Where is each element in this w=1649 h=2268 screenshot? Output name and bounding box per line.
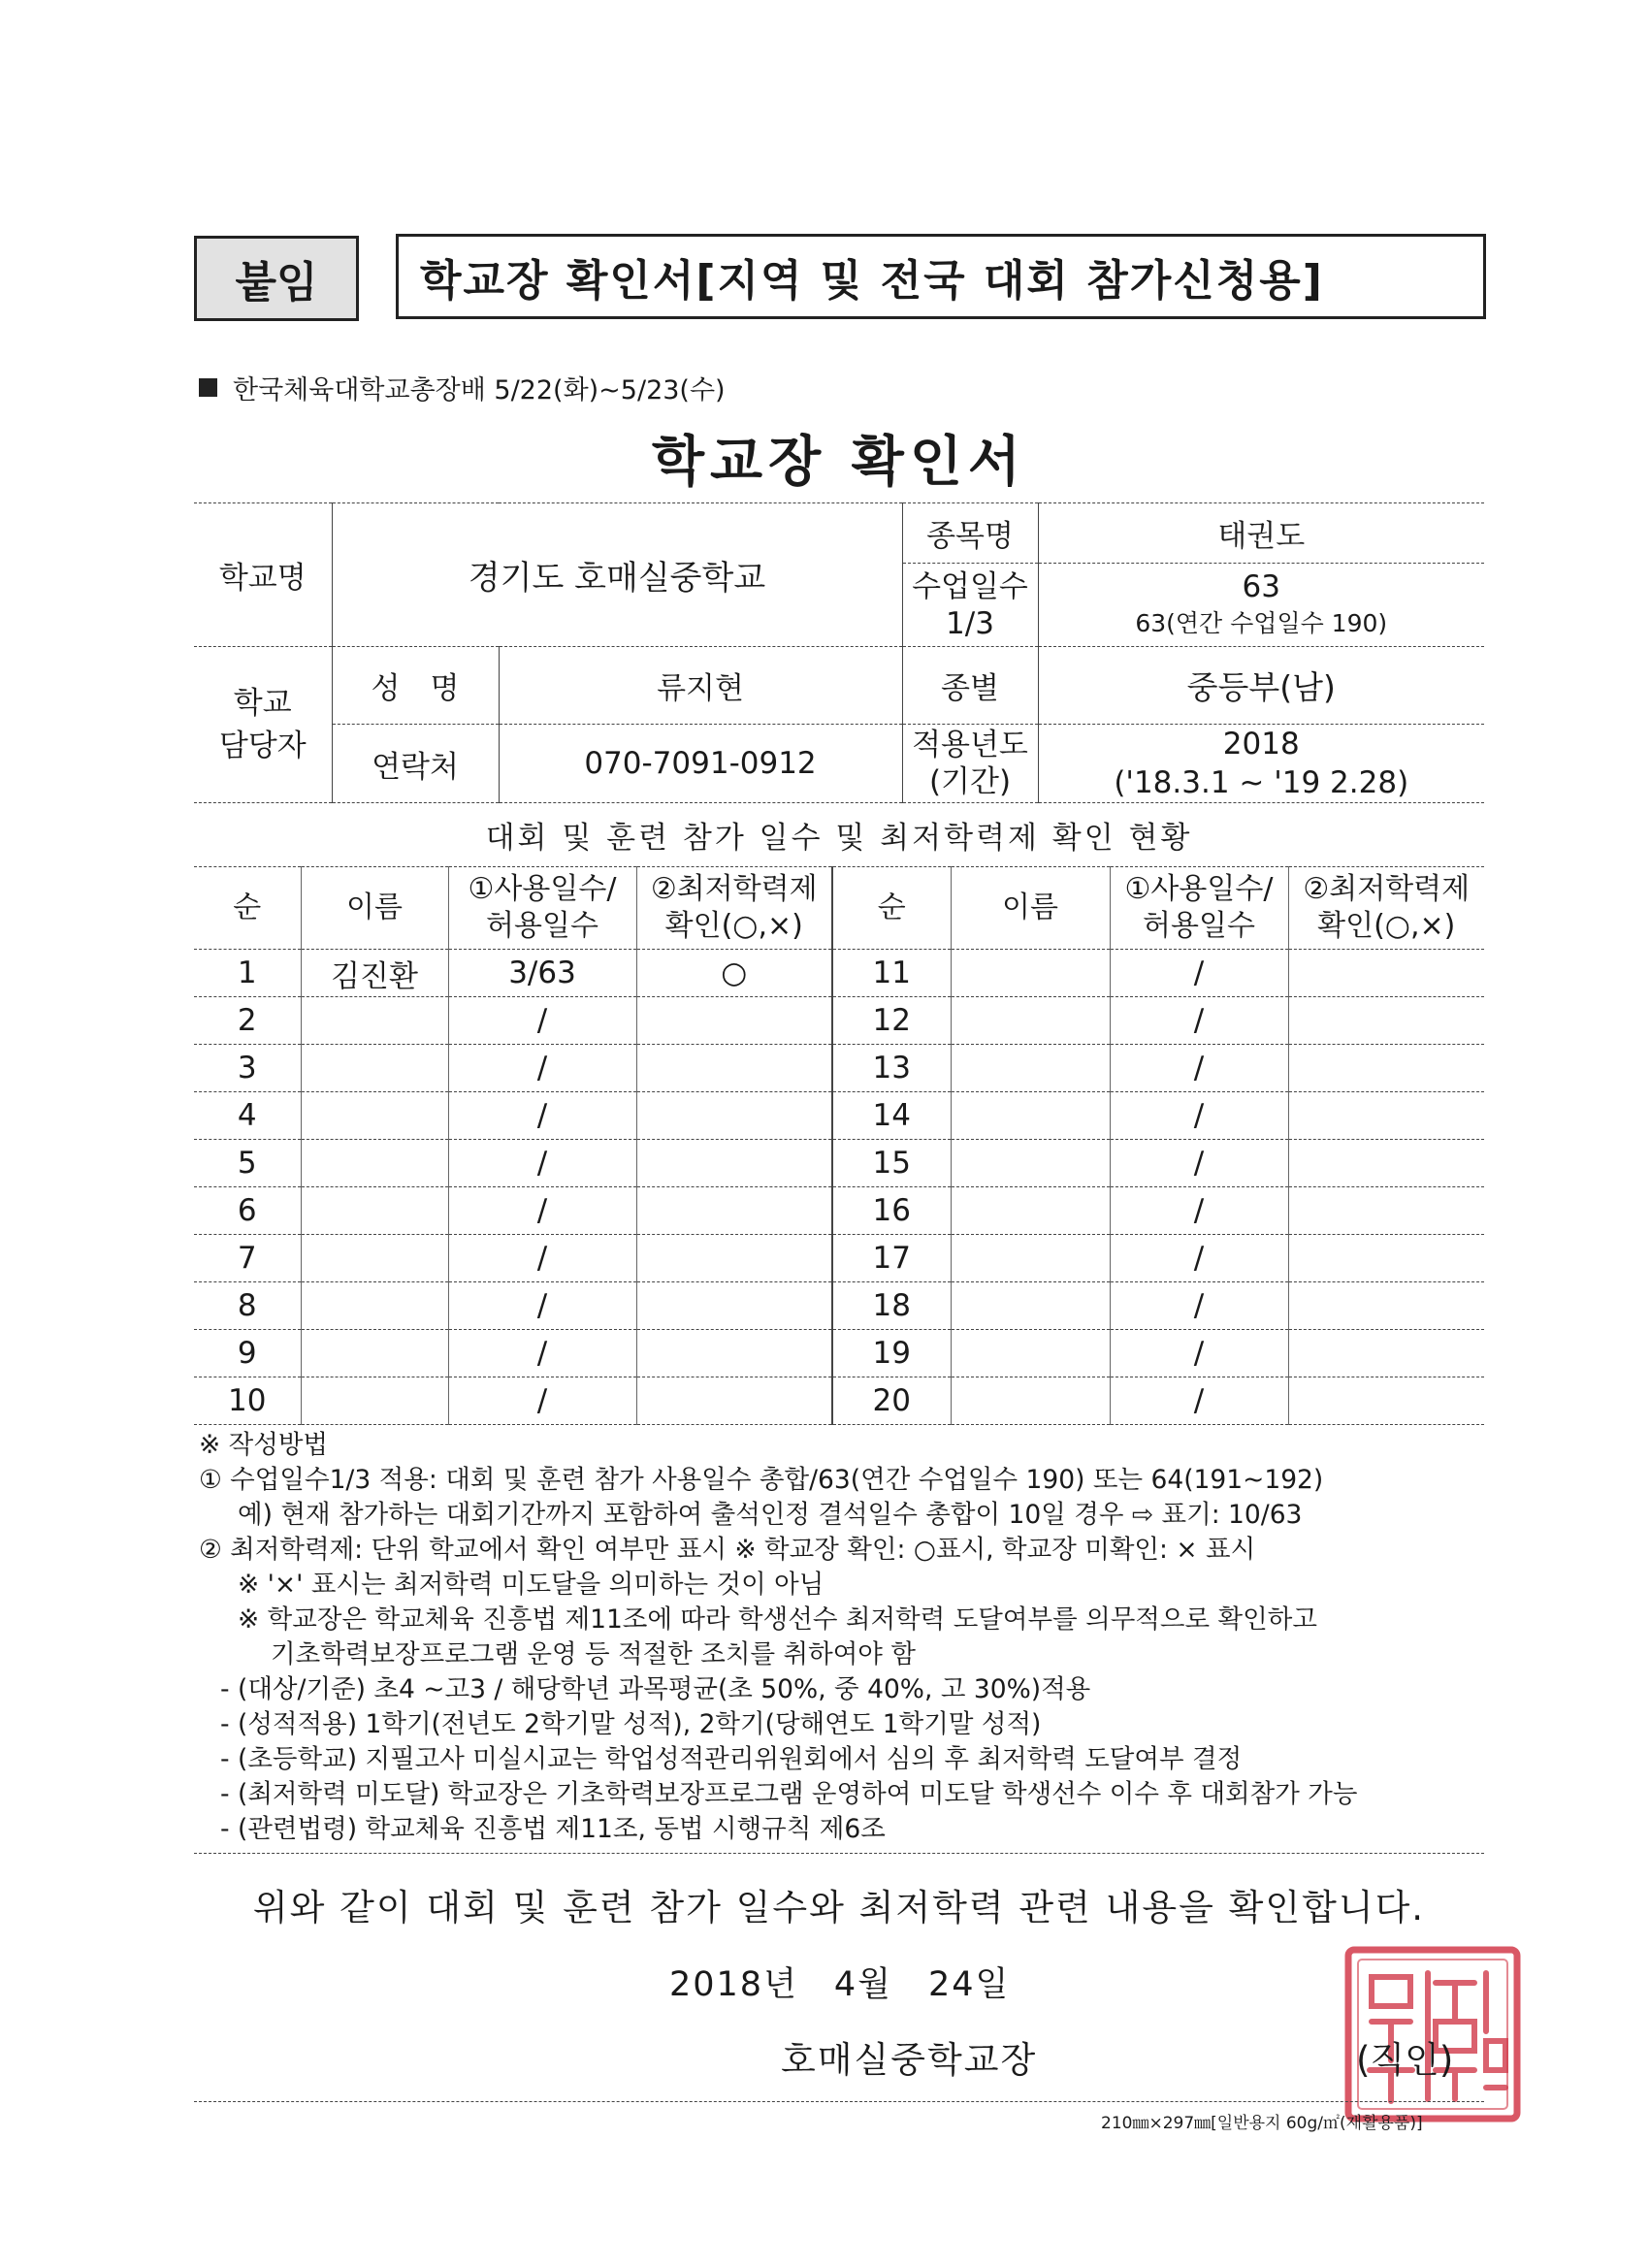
- notes: [199, 1428, 1489, 1847]
- row-days: /: [448, 1140, 636, 1187]
- note-1b: 예) 현재 참가하는 대회기간까지 포함하여 출석인정 결석일수 총합이 10일 경우 ⇨ 표기: 10/63: [238, 1500, 1303, 1530]
- row-days: /: [448, 1092, 636, 1140]
- row-name: 김진환: [301, 950, 448, 997]
- detail-5: - (관련법령) 학교체육 진흥법 제11조, 동법 시행규칙 제6조: [220, 1814, 886, 1844]
- row-no: 9: [194, 1330, 301, 1377]
- row-name: [301, 1092, 448, 1140]
- row-no: 20: [832, 1377, 951, 1425]
- row-name: [951, 1377, 1110, 1425]
- row-no: 18: [832, 1282, 951, 1330]
- footer-divider: [194, 2101, 1484, 2102]
- row-no: 16: [832, 1187, 951, 1235]
- row-no: 19: [832, 1330, 951, 1377]
- table-row: [194, 997, 1484, 1045]
- detail-2: - (성적적용) 1학기(전년도 2학기말 성적), 2학기(당해연도 1학기말 성적): [220, 1709, 1042, 1739]
- header-check: ②최저학력제 확인(○,×): [636, 867, 832, 950]
- row-check: [636, 1045, 832, 1092]
- row-check: [1288, 1092, 1484, 1140]
- contact-value: 070-7091-0912: [499, 725, 902, 803]
- row-name: [951, 1235, 1110, 1282]
- row-check: [1288, 1045, 1484, 1092]
- school-label: 학교명: [194, 503, 332, 647]
- header-name: 이름: [301, 867, 448, 950]
- row-days: /: [448, 1045, 636, 1092]
- year-value: 2018 ('18.3.1 ~ '19 2.28): [1038, 725, 1484, 803]
- row-check: [1288, 997, 1484, 1045]
- row-check: [636, 997, 832, 1045]
- row-name: [951, 950, 1110, 997]
- header-no: 순: [832, 867, 951, 950]
- category-label: 종별: [902, 647, 1038, 725]
- row-name: [301, 1140, 448, 1187]
- row-no: 8: [194, 1282, 301, 1330]
- row-name: [301, 1330, 448, 1377]
- name-value: 류지현: [499, 647, 902, 725]
- row-name: [301, 1377, 448, 1425]
- confirm-statement: 위와 같이 대회 및 훈련 참가 일수와 최저학력 관련 내용을 확인합니다.: [252, 1887, 1426, 1928]
- row-name: [951, 997, 1110, 1045]
- document-title: 학교장 확인서: [651, 431, 1027, 494]
- contact-label: 연락처: [332, 725, 499, 803]
- row-check: [636, 1377, 832, 1425]
- row-days: /: [1110, 950, 1288, 997]
- table-row: [194, 1330, 1484, 1377]
- row-check: ○: [636, 950, 832, 997]
- row-days: /: [1110, 1187, 1288, 1235]
- row-no: 5: [194, 1140, 301, 1187]
- row-check: [1288, 1377, 1484, 1425]
- note-2: ② 최저학력제: 단위 학교에서 확인 여부만 표시 ※ 학교장 확인: ○표시, 학교장 미확인: × 표시: [199, 1535, 1256, 1565]
- classdays-value: 63 63(연간 수업일수 190): [1038, 564, 1484, 647]
- row-check: [1288, 1282, 1484, 1330]
- header-no: 순: [194, 867, 301, 950]
- row-days: /: [448, 1282, 636, 1330]
- row-no: 15: [832, 1140, 951, 1187]
- row-no: 4: [194, 1092, 301, 1140]
- row-name: [301, 1282, 448, 1330]
- notes-divider: [194, 1853, 1484, 1854]
- row-check: [636, 1235, 832, 1282]
- square-bullet-icon: [199, 378, 217, 397]
- school-value: 경기도 호매실중학교: [332, 503, 902, 647]
- row-days: /: [448, 1377, 636, 1425]
- row-no: 1: [194, 950, 301, 997]
- row-no: 3: [194, 1045, 301, 1092]
- detail-3: - (초등학교) 지필고사 미실시교는 학업성적관리위원회에서 심의 후 최저학력 도달여부 결정: [220, 1744, 1243, 1774]
- row-check: [636, 1282, 832, 1330]
- row-days: 3/63: [448, 950, 636, 997]
- row-check: [1288, 1187, 1484, 1235]
- row-name: [951, 1045, 1110, 1092]
- table-row: [194, 1092, 1484, 1140]
- info-table: [194, 502, 1484, 803]
- row-check: [636, 1092, 832, 1140]
- row-check: [1288, 1140, 1484, 1187]
- row-days: /: [448, 997, 636, 1045]
- row-days: /: [1110, 1282, 1288, 1330]
- row-days: /: [1110, 1092, 1288, 1140]
- row-name: [301, 1187, 448, 1235]
- row-no: 17: [832, 1235, 951, 1282]
- row-check: [636, 1140, 832, 1187]
- row-name: [951, 1330, 1110, 1377]
- row-check: [636, 1187, 832, 1235]
- table-row: [194, 1187, 1484, 1235]
- note-4: ※ 학교장은 학교체육 진흥법 제11조에 따라 학생선수 최저학력 도달여부를 의무적으로 확인하고: [238, 1604, 1317, 1635]
- table-row: [194, 1377, 1484, 1425]
- row-no: 12: [832, 997, 951, 1045]
- row-days: /: [1110, 997, 1288, 1045]
- note-3: ※ '×' 표시는 최저학력 미도달을 의미하는 것이 아님: [238, 1570, 824, 1600]
- row-check: [636, 1330, 832, 1377]
- row-days: /: [1110, 1140, 1288, 1187]
- row-name: [301, 1045, 448, 1092]
- row-check: [1288, 950, 1484, 997]
- row-no: 13: [832, 1045, 951, 1092]
- sport-value: 태권도: [1038, 503, 1484, 564]
- principal-name: 호매실중학교장: [781, 2039, 1038, 2081]
- row-no: 2: [194, 997, 301, 1045]
- seal-label: (직인): [1356, 2039, 1454, 2081]
- row-days: /: [448, 1235, 636, 1282]
- table-row: [194, 950, 1484, 997]
- row-name: [951, 1282, 1110, 1330]
- note-1: ① 수업일수1/3 적용: 대회 및 훈련 참가 사용일수 총합/63(연간 수업일수 190) 또는 64(191~192): [199, 1465, 1324, 1495]
- manager-label: 학교 담당자: [194, 647, 332, 803]
- row-no: 14: [832, 1092, 951, 1140]
- form-title: 학교장 확인서[지역 및 전국 대회 참가신청용]: [396, 234, 1486, 319]
- event-line: [199, 369, 726, 406]
- classdays-label: 수업일수 1/3: [902, 564, 1038, 647]
- row-name: [951, 1140, 1110, 1187]
- detail-1: - (대상/기준) 초4 ~고3 / 해당학년 과목평균(초 50%, 중 40%, 고 30%)적용: [220, 1674, 1091, 1704]
- note-4b: 기초학력보장프로그램 운영 등 적절한 조치를 취하여야 함: [271, 1639, 916, 1669]
- row-name: [951, 1092, 1110, 1140]
- attachment-tag: 붙임: [194, 236, 359, 321]
- section-title: 대회 및 훈련 참가 일수 및 최저학력제 확인 현황: [485, 821, 1193, 856]
- row-no: 7: [194, 1235, 301, 1282]
- paper-spec: 210㎜×297㎜[일반용지 60g/㎡(재활용품)]: [1101, 2114, 1423, 2133]
- table-row: [194, 1235, 1484, 1282]
- roster-table: [194, 866, 1484, 1425]
- header-days: ①사용일수/ 허용일수: [1110, 867, 1288, 950]
- row-days: /: [448, 1187, 636, 1235]
- row-days: /: [1110, 1045, 1288, 1092]
- roster-header-row: [194, 867, 1484, 950]
- detail-4: - (최저학력 미도달) 학교장은 기초학력보장프로그램 운영하여 미도달 학생선수 이수 후 대회참가 가능: [220, 1779, 1358, 1809]
- row-days: /: [1110, 1377, 1288, 1425]
- row-no: 11: [832, 950, 951, 997]
- row-no: 6: [194, 1187, 301, 1235]
- row-name: [951, 1187, 1110, 1235]
- row-check: [1288, 1330, 1484, 1377]
- table-row: [194, 1045, 1484, 1092]
- name-label: 성 명: [332, 647, 499, 725]
- notes-heading: ※ 작성방법: [199, 1430, 329, 1460]
- issue-date: 2018년 4월 24일: [669, 1965, 1011, 2004]
- row-days: /: [1110, 1330, 1288, 1377]
- header-days: ①사용일수/ 허용일수: [448, 867, 636, 950]
- header-name: 이름: [951, 867, 1110, 950]
- year-label: 적용년도 (기간): [902, 725, 1038, 803]
- category-value: 중등부(남): [1038, 647, 1484, 725]
- event-text: 한국체육대학교총장배 5/22(화)~5/23(수): [233, 375, 726, 405]
- header-check: ②최저학력제 확인(○,×): [1288, 867, 1484, 950]
- row-days: /: [1110, 1235, 1288, 1282]
- row-name: [301, 997, 448, 1045]
- row-name: [301, 1235, 448, 1282]
- row-check: [1288, 1235, 1484, 1282]
- sport-label: 종목명: [902, 503, 1038, 564]
- row-no: 10: [194, 1377, 301, 1425]
- row-days: /: [448, 1330, 636, 1377]
- table-row: [194, 1140, 1484, 1187]
- table-row: [194, 1282, 1484, 1330]
